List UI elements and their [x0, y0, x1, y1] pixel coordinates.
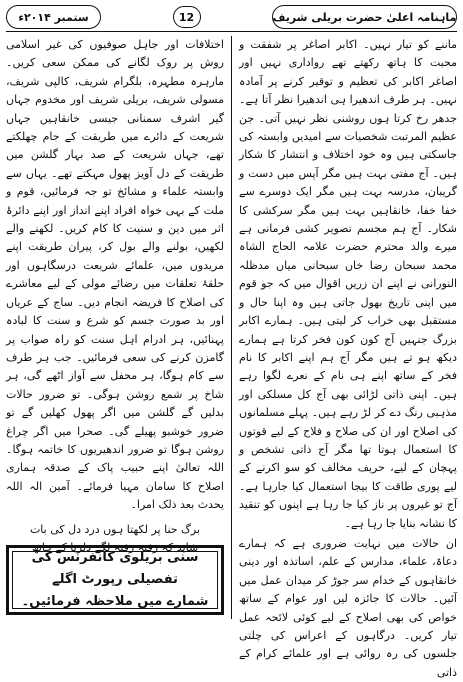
- notice-line: سنی بریلوی کانفرنس کی تفصیلی رپورٹ اگلے: [31, 550, 199, 587]
- header-divider: [6, 31, 457, 32]
- paragraph: اختلافات اور جاہل صوفیوں کی غیر اسلامی روش پر روک لگانے کی ممکن سعی کریں۔ مارہرہ مطہرہ، بلگرام شریف، کالپی شریف، مسولی شریف، بریلی شریف اور مخدوم جہاں گیر اشرف سمنانی جیسی خانقاہیں جہاں شریعت کے دائرے میں طریقت کے جام چھلکتے تھے، جہاں شریعت کے صد بہار گلشن میں طریقت کے دل آویز پھول مہکتے تھے۔ یہاں سے وابستہ علماء و مشائخ تو جہ فرمائیں، قوم و ملت کے بہی خواہ افراد اپنے انداز اور اپنے دائرۂ اثر میں دین و سنیت کا کام کریں۔ لکھنے والے لکھیں، بولنے والے بول کر، پیران طریقت اپنے مریدوں میں، علمائے شریعت درسگاہوں اور حلقۂ تعلقات میں رضائے مولی کے لیے معاشرے کی اصلاح کا فریضہ انجام دیں۔ ساج کے عریاں اور بد صورت جسم کو شرع و سنت کا لبادہ پہنائیں، ہر ادرام اہل سنت کو راہ صواب پر گامزن کرنے کی سعی فرمائیں۔ جب ہر طرف سے کام ہوگا، ہر محفل سے آواز اٹھے گی، ہر شاخ پر شمع روشن ہوگی۔ تو ضرور حالات بدلیں گے گلشن میں اگر پھول کھلیں گے تو ضرور خوشبو پھیلے گی۔ صحرا میں اگر چراغ روشن ہوگا تو ضرور اندھیریوں کا خاتمہ ہوگا۔ اللہ تعالیٰ اپنے حبیب پاک کے صدقہ ہماری اصلاح کا سامان مہیا فرمائے۔ آمین الہ اللہ یحدث بعد ذلک امرا۔: [6, 38, 224, 512]
- paragraph: ماننے کو تیار نہیں۔ اکابر اصاغر پر شفقت و محبت کا ہاتھ رکھتے تھے رواداری نہیں اور اصاغر اکابر کی تعظیم و توقیر کرنے پر آمادہ نہیں۔ ہر طرف اندھیرا ہی اندھیرا نظر آتا ہے۔ جدھر رخ کرتا ہوں روشنی نظر نہیں آتی۔ جن عظیم المرتبت شخصیات سے امیدیں وابستہ کی جاسکتی ہیں وہ خود اختلاف و انتشار کا شکار ہیں۔ آج مفتی بہت ہیں مگر آپس میں دست و گریبان، مدرسہ بہت ہیں مگر ایک دوسرے سے خفا خفا، خانقاہیں بہت ہیں مگر سرکشی کا شکار۔ آج ہم مجسم تصویر کشی فرمانی ہے میرے والد محترم حضرت علامہ الحاج الشاہ محمد سبحان رضا خاں سبحانی میاں مدظلہ النورانی نے اپنے ان زریں اقوال میں کہ جو قوم میں اپنی تاریخ بھول جاتی ہیں وہ اپنا حال و مستقبل بھی خراب کر لیتی ہیں۔ ہمارے اکابر بزرگ جنہیں آج کون کون فخر کرتا ہے ہمارے دیکھ ہو تے ہیں مگر آج ہم اپنے اکابر کا نام فخر کے ساتھ اپنے ہی نام کے نعرے لگوا رہے ہیں۔ اپنی ذاتی لڑائی بھی آج کل مسلکی اور مذہبی رنگ دے کر لڑ رہے ہیں۔ پہلے مسلمانوں کی اصلاح اور ان کی صلاح و فلاح کے لیے قوتوں کا استعمال ہوتا تھا مگر آج ذاتی تشخص و پہچان کے لیے، حریف مخالف کو سو اکرنے کے لیے پوری طاقت کا بیجا استعمال کیا جارہا ہے۔ آج تو غیروں پر ناز کیا جا رہا ہے اپنوں کو تنقید کا نشانہ بنایا جا رہا ہے۔: [239, 38, 457, 530]
- page-number: 12: [173, 6, 201, 28]
- magazine-title: ماہنامہ اعلیٰ حضرت بریلی شریف: [272, 5, 457, 29]
- page-header: [6, 4, 457, 30]
- poem-line: برگ حنا پر لکھتا ہوں درد دل کی بات: [29, 522, 201, 536]
- left-column: [6, 36, 224, 619]
- issue-date: ستمبر ۲۰۱۴ء: [6, 5, 101, 29]
- column-divider: [231, 36, 232, 619]
- article-body: [6, 36, 457, 679]
- conference-notice-box: [6, 545, 224, 615]
- notice-line: شمارے میں ملاحظہ فرمائیں۔: [21, 594, 209, 609]
- poem-line: شاید کہ رفتہ رفتہ لگے دلربا کے ہاتھ: [31, 540, 199, 554]
- paragraph: ان حالات میں نہایت ضروری ہے کہ ہمارے دعاۃ، علماء، مدارس کے علم، اساتذہ اور دینی خانقاہوں کے خدام سر جوڑ کر میدان عمل میں آئیں۔ حالات کا جائزہ لیں اور عوام کے ساتھ خواص کی بھی اصلاح کے لیے کوئی لائحہ عمل تیار کریں۔ درگاہوں کے اعراس کی چلتی جلسوں کی رہ روائی ہے اور علمائے کرام کے ذاتی: [239, 536, 457, 679]
- right-column: [239, 36, 457, 679]
